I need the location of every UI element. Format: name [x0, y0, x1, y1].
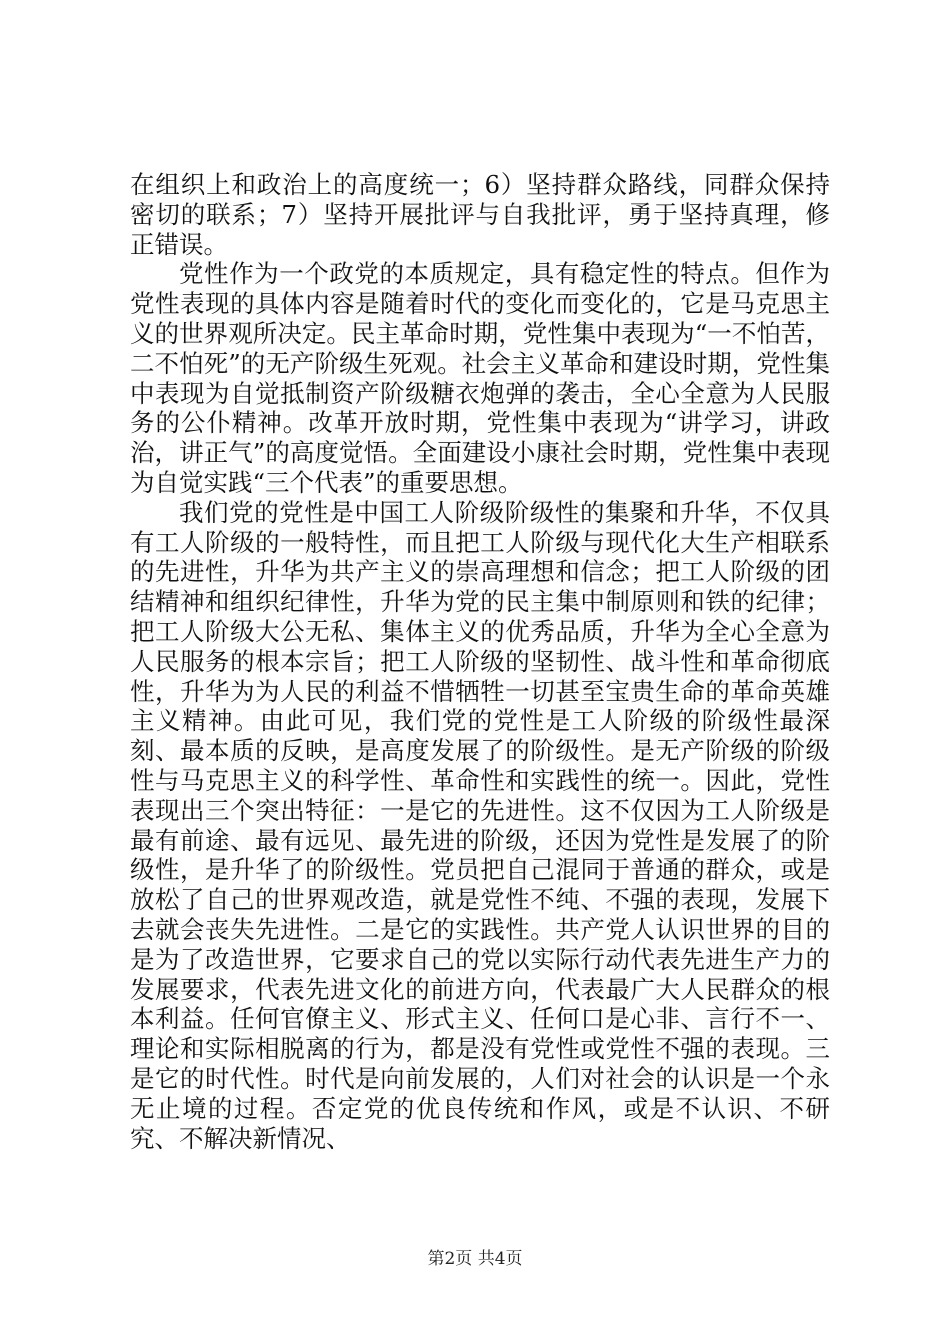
- paragraph: 党性作为一个政党的本质规定，具有稳定性的特点。但作为党性表现的具体内容是随着时代的变化而变化的，它是马克思主义的世界观所决定。民主革命时期，党性集中表现为“一不怕苦，二不怕死”的无产阶级生死观。社会主义革命和建设时期，党性集中表现为自觉抵制资产阶级糖衣炮弹的袭击，全心全意为人民服务的公仆精神。改革开放时期，党性集中表现为“讲学习，讲政治，讲正气”的高度觉悟。全面建设小康社会时期，党性集中表现为自觉实践“三个代表”的重要思想。: [130, 259, 830, 497]
- body-text: [130, 170, 830, 1153]
- page-number-footer: 第2页 共4页: [427, 1249, 523, 1269]
- paragraph: 我们党的党性是中国工人阶级阶级性的集聚和升华，不仅具有工人阶级的一般特性，而且把工人阶级与现代化大生产相联系的先进性，升华为共产主义的崇高理想和信念；把工人阶级的团结精神和组织纪律性，升华为党的民主集中制原则和铁的纪律；把工人阶级大公无私、集体主义的优秀品质，升华为全心全意为人民服务的根本宗旨；把工人阶级的坚韧性、战斗性和革命彻底性，升华为为人民的利益不惜牺牲一切甚至宝贵生命的革命英雄主义精神。由此可见，我们党的党性是工人阶级的阶级性最深刻、最本质的反映，是高度发展了的阶级性。是无产阶级的阶级性与马克思主义的科学性、革命性和实践性的统一。因此，党性表现出三个突出特征：一是它的先进性。这不仅因为工人阶级是最有前途、最有远见、最先进的阶级，还因为党性是发展了的阶级性，是升华了的阶级性。党员把自己混同于普通的群众，或是放松了自己的世界观改造，就是党性不纯、不强的表现，发展下去就会丧失先进性。二是它的实践性。共产党人认识世界的目的是为了改造世界，它要求自己的党以实际行动代表先进生产力的发展要求，代表先进文化的前进方向，代表最广大人民群众的根本利益。任何官僚主义、形式主义、任何口是心非、言行不一、理论和实际相脱离的行为，都是没有党性或党性不强的表现。三是它的时代性。时代是向前发展的，人们对社会的认识是一个永无止境的过程。否定党的优良传统和作风，或是不认识、不研究、不解决新情况、: [130, 497, 830, 1153]
- paragraph-continuation: 在组织上和政治上的高度统一；6）坚持群众路线，同群众保持密切的联系；7）坚持开展批评与自我批评，勇于坚持真理，修正错误。: [130, 170, 830, 259]
